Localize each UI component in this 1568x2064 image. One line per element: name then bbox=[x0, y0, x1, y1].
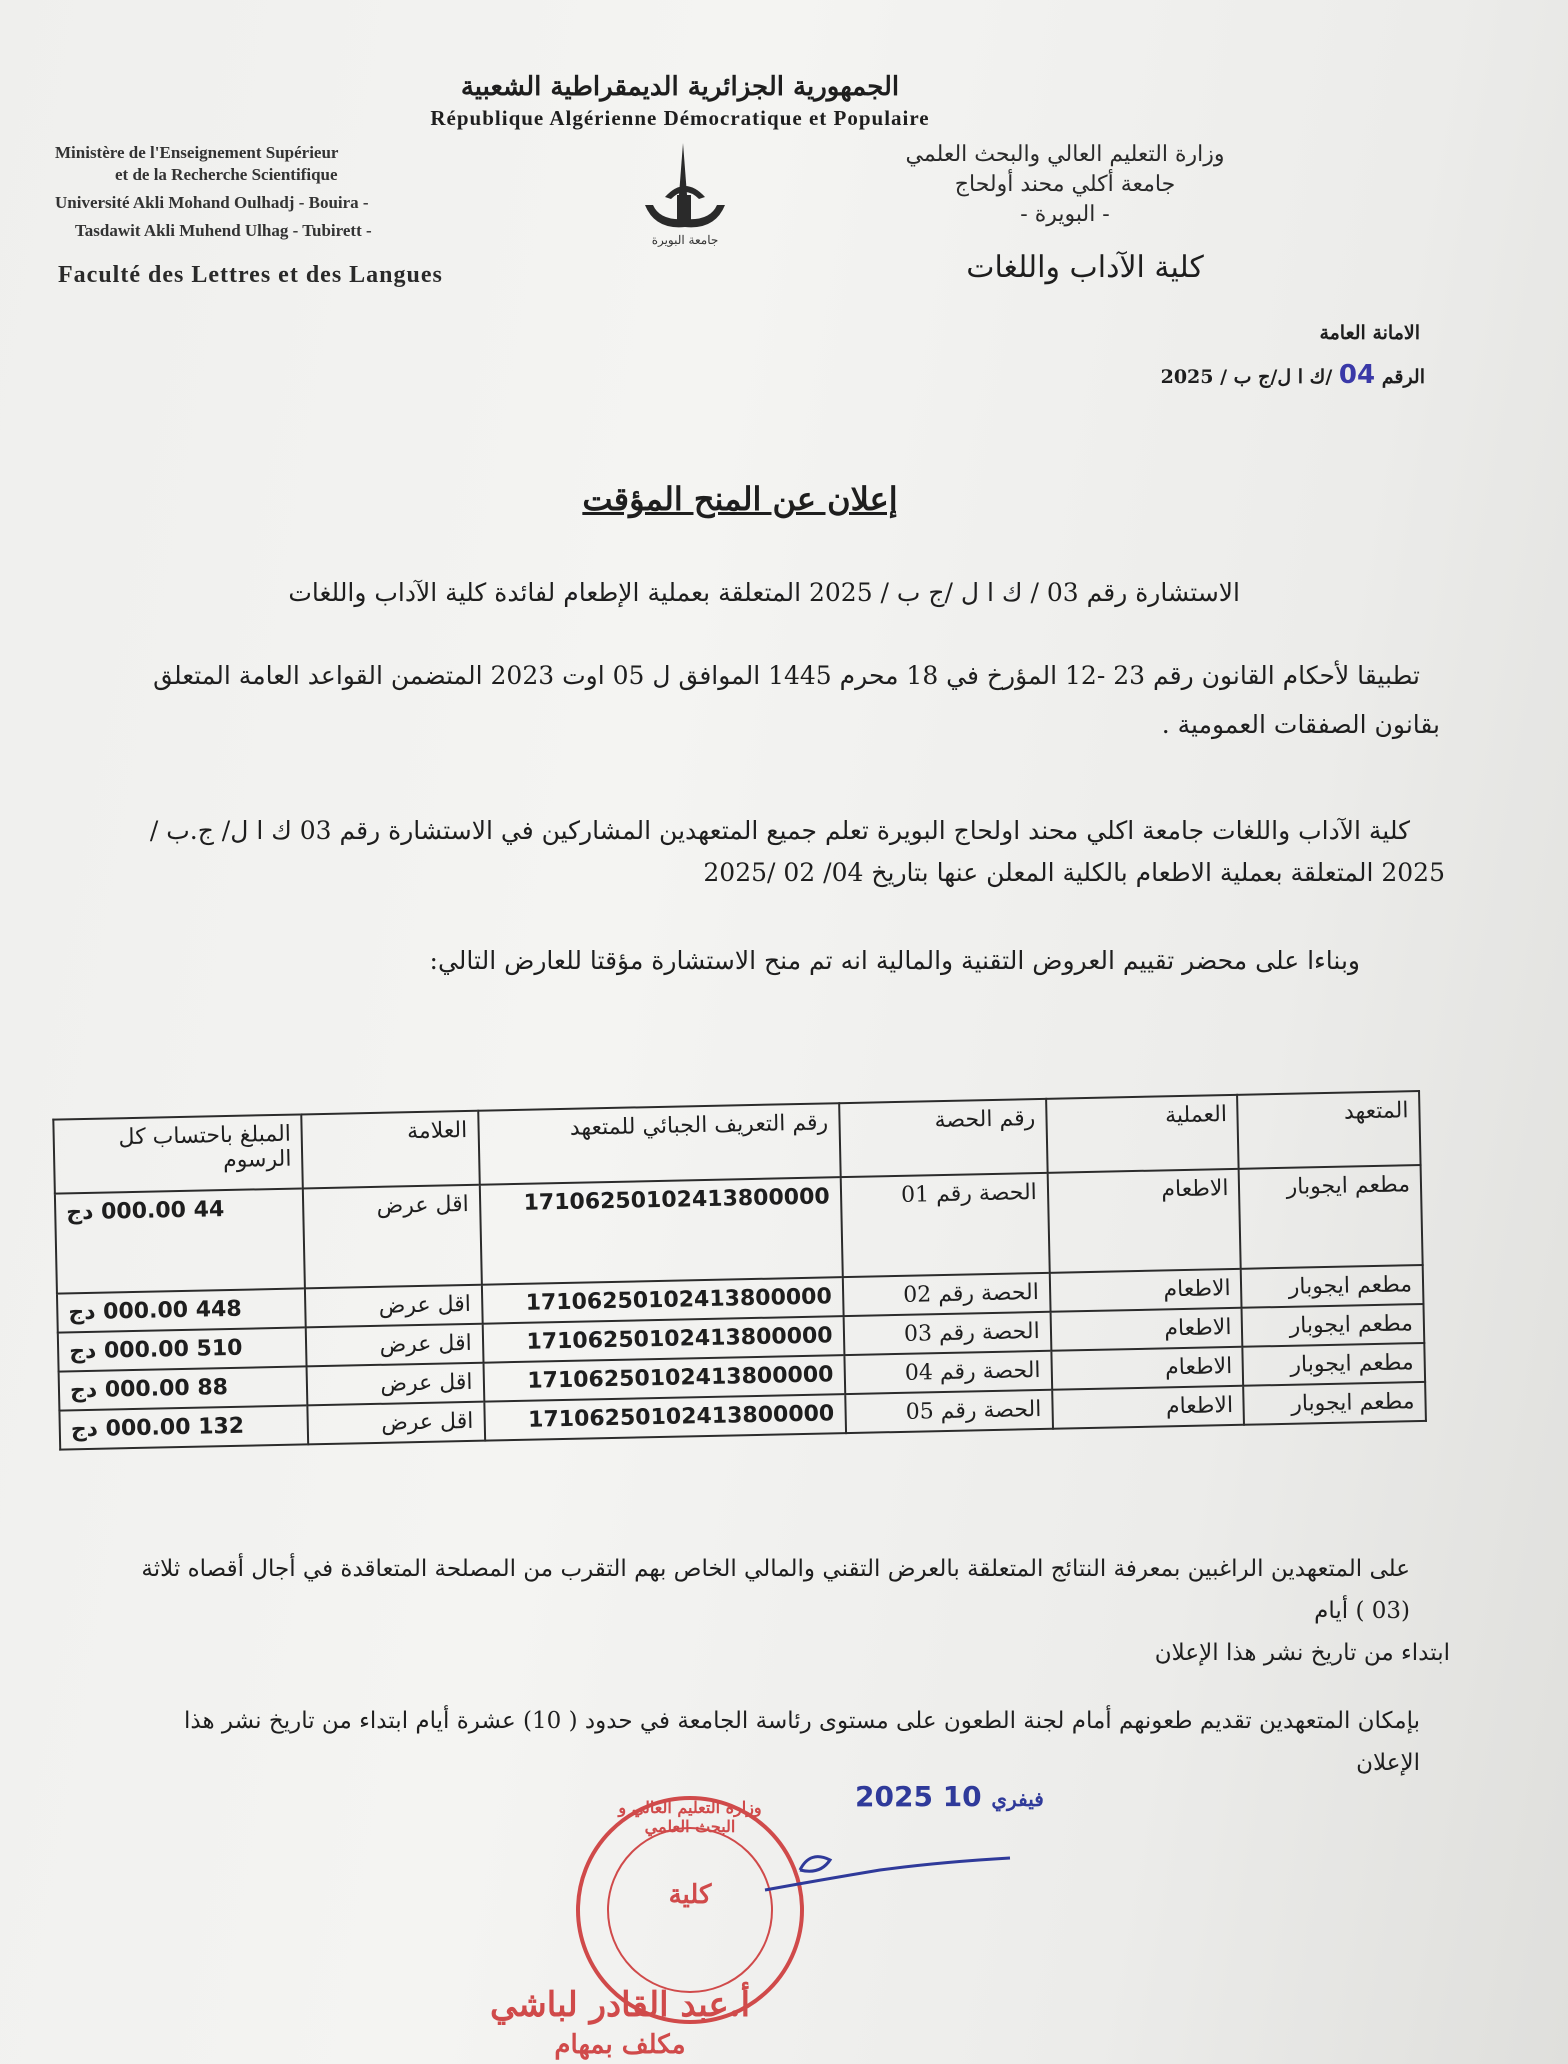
cell-amount: 132 000.00 دج bbox=[59, 1405, 308, 1449]
university-arabic: جامعة أكلي محند أولحاج bbox=[954, 172, 1176, 197]
cell-operation: الاطعام bbox=[1047, 1169, 1241, 1273]
signatory-name: أ.عبد القادر لباشي bbox=[489, 1985, 751, 2025]
header-bidder: المتعهد bbox=[1238, 1091, 1421, 1169]
city-arabic: - البويرة - bbox=[1020, 202, 1110, 227]
arabic-ministry-block bbox=[880, 140, 1250, 230]
university-logo bbox=[625, 135, 745, 255]
paragraph-4b: ابتداء من تاريخ نشر هذا الإعلان bbox=[1154, 1640, 1450, 1666]
cell-lot: الحصة رقم 04 bbox=[844, 1351, 1052, 1394]
faculty-arabic: كلية الآداب واللغات bbox=[966, 250, 1204, 285]
cell-amount: 44 000.00 دج bbox=[55, 1188, 305, 1293]
header-operation: العملية bbox=[1046, 1095, 1239, 1173]
cell-operation: الاطعام bbox=[1050, 1308, 1243, 1351]
stamp-center-text: كلية bbox=[668, 1880, 712, 1910]
cell-bidder: مطعم ايجوبار bbox=[1242, 1304, 1424, 1347]
paragraph-1b: بقانون الصفقات العمومية . bbox=[1161, 710, 1440, 739]
cell-bidder: مطعم ايجوبار bbox=[1239, 1165, 1423, 1269]
cell-bidder: مطعم ايجوبار bbox=[1244, 1382, 1426, 1425]
cell-mark: اقل عرض bbox=[306, 1324, 483, 1367]
subtitle: الاستشارة رقم 03 / ك ا ل /ج ب / 2025 المتعلقة بعملية الإطعام لفائدة كلية الآداب واللغات bbox=[288, 578, 1240, 607]
republic-french: République Algérienne Démocratique et Populaire bbox=[430, 106, 930, 130]
date-month: فيفري bbox=[991, 1787, 1044, 1811]
paragraph-3: وبناءا على محضر تقييم العروض التقنية والمالية انه تم منح الاستشارة مؤقتا للعارض التالي: bbox=[429, 946, 1360, 975]
paragraph-4a: على المتعهدين الراغبين بمعرفة النتائج المتعلقة بالعرض التقني والمالي الخاص بهم التقرب من المصلحة المتعاقدة في أجال أقصاه ثلاثة (03 ) أيام bbox=[141, 1556, 1410, 1624]
header-lot: رقم الحصة bbox=[839, 1099, 1048, 1177]
cell-tax-id: 17106250102413800000 bbox=[479, 1177, 842, 1285]
paragraph-2a: كلية الآداب واللغات جامعة اكلي محند اولحاج البويرة تعلم جميع المتعهدين المشاركين في الاستشارة رقم 03 ك ا ل/ ج.ب / bbox=[149, 816, 1410, 845]
award-table bbox=[52, 1090, 1427, 1451]
date-day: 10 bbox=[942, 1780, 982, 1813]
cell-tax-id: 17106250102413800000 bbox=[482, 1316, 844, 1363]
cell-lot: الحصة رقم 02 bbox=[842, 1273, 1050, 1316]
cell-amount: 88 000.00 دج bbox=[59, 1366, 308, 1410]
cell-mark: اقل عرض bbox=[303, 1185, 481, 1289]
cell-lot: الحصة رقم 05 bbox=[845, 1390, 1053, 1433]
cell-operation: الاطعام bbox=[1052, 1386, 1245, 1429]
tamazight-line: Tasdawit Akli Muhend Ulhag - Tubirett - bbox=[75, 221, 372, 240]
university-line: Université Akli Mohand Oulhadj - Bouira - bbox=[55, 193, 369, 212]
reference-handwritten-number: 04 bbox=[1338, 360, 1376, 390]
faculty-french: Faculté des Lettres et des Langues bbox=[58, 262, 443, 288]
cell-tax-id: 17106250102413800000 bbox=[484, 1394, 846, 1441]
page-title: إعلان عن المنح المؤقت bbox=[582, 480, 898, 518]
republic-arabic: الجمهورية الجزائرية الديمقراطية الشعبية bbox=[460, 72, 900, 102]
cell-amount: 510 000.00 دج bbox=[58, 1327, 307, 1371]
cell-lot: الحصة رقم 03 bbox=[843, 1312, 1051, 1355]
cell-mark: اقل عرض bbox=[308, 1402, 485, 1445]
date-year: 2025 bbox=[855, 1780, 933, 1813]
date-stamp bbox=[855, 1780, 1044, 1813]
paragraph-5: بإمكان المتعهدين تقديم طعونهم أمام لجنة الطعون على مستوى رئاسة الجامعة في حدود ( 10) عشرة أيام ابتداء من تاريخ نشر هذا الإعلان bbox=[184, 1708, 1420, 1776]
french-ministry-block bbox=[55, 142, 615, 242]
reference-suffix: /ك ا ل/ج ب / 2025 bbox=[1160, 366, 1333, 388]
cell-tax-id: 17106250102413800000 bbox=[483, 1355, 845, 1402]
cell-operation: الاطعام bbox=[1051, 1347, 1244, 1390]
reference-number bbox=[1000, 360, 1425, 390]
header-mark: العلامة bbox=[301, 1111, 479, 1189]
handwritten-signature bbox=[760, 1840, 1020, 1900]
cell-mark: اقل عرض bbox=[305, 1285, 482, 1328]
cell-bidder: مطعم ايجوبار bbox=[1243, 1343, 1425, 1386]
reference-label: الرقم bbox=[1381, 366, 1425, 388]
ministry-line-2: et de la Recherche Scientifique bbox=[115, 165, 338, 184]
header-tax-id: رقم التعريف الجبائي للمتعهد bbox=[478, 1103, 840, 1185]
cell-lot: الحصة رقم 01 bbox=[840, 1173, 1049, 1277]
cell-bidder: مطعم ايجوبار bbox=[1241, 1265, 1423, 1308]
ministry-arabic: وزارة التعليم العالي والبحث العلمي bbox=[905, 142, 1225, 167]
cell-amount: 448 000.00 دج bbox=[57, 1288, 306, 1332]
paragraph-1a: تطبيقا لأحكام القانون رقم 23 -12 المؤرخ في 18 محرم 1445 الموافق ل 05 اوت 2023 المتضمن القواعد العامة المتعلق bbox=[153, 661, 1420, 690]
cell-mark: اقل عرض bbox=[307, 1363, 484, 1406]
office-label: الامانة العامة bbox=[1319, 322, 1420, 344]
signature-stroke-icon bbox=[760, 1840, 1020, 1900]
stamp-ring-text: وزارة التعليم العالي و البحث العلمي bbox=[618, 1798, 762, 1836]
logo-caption: جامعة البويرة bbox=[651, 233, 719, 247]
ministry-line-1: Ministère de l'Enseignement Supérieur bbox=[55, 143, 339, 162]
cell-tax-id: 17106250102413800000 bbox=[481, 1277, 843, 1324]
header-amount: المبلغ باحتساب كل الرسوم bbox=[53, 1114, 303, 1193]
paragraph-2b: 2025 المتعلقة بعملية الاطعام بالكلية المعلن عنها بتاريخ 04/ 02 /2025 bbox=[703, 858, 1445, 887]
signatory-role: مكلف بمهام bbox=[554, 2030, 686, 2060]
cell-operation: الاطعام bbox=[1049, 1269, 1242, 1312]
